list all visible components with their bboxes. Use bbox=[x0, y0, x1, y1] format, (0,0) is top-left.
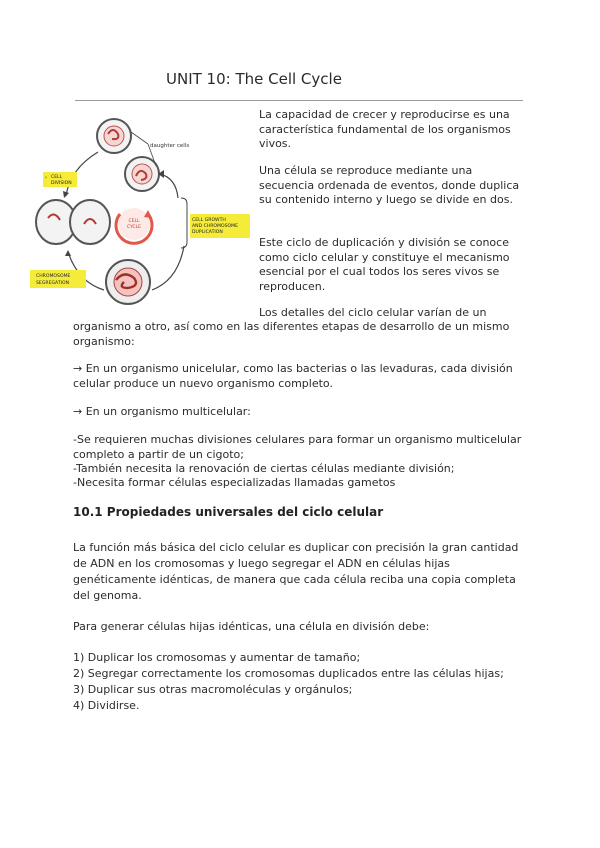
arrow-bottom-right bbox=[152, 246, 184, 290]
label-segregation-2: SEGREGATION bbox=[36, 281, 70, 286]
label-cell-division-1: CELL bbox=[51, 175, 63, 180]
multicellular-point-2: -También necesita la renovación de ciertas células mediante división; bbox=[73, 462, 455, 475]
list-item-2: 2) Segregar correctamente los cromosomas duplicados entre las células hijas; bbox=[73, 667, 504, 680]
list-item-1: 1) Duplicar los cromosomas y aumentar de tamaño; bbox=[73, 651, 361, 664]
intro-paragraph-4-start: Los detalles del ciclo celular varían de un bbox=[259, 306, 487, 319]
pointer-line-top bbox=[131, 132, 148, 144]
daughter-cell-middle bbox=[125, 157, 159, 191]
intro-paragraph-4-rest: organismo a otro, así como en las diferentes etapas de desarrollo de un mismo organismo: bbox=[73, 320, 510, 348]
cell-cycle-diagram bbox=[28, 114, 250, 310]
intro-paragraph-2: Una célula se reproduce mediante una secuencia ordenada de eventos, donde duplica su contenido interno y luego se divide en dos. bbox=[259, 164, 520, 207]
label-growth-2: AND CHROMOSOME bbox=[192, 224, 239, 229]
growing-cell bbox=[106, 260, 150, 304]
label-growth-1: CELL GROWTH bbox=[192, 218, 226, 223]
multicellular-point-3: -Necesita formar células especializadas llamadas gametos bbox=[73, 476, 396, 489]
dividing-cell bbox=[36, 200, 110, 244]
title-divider bbox=[75, 100, 523, 101]
section-heading: 10.1 Propiedades universales del ciclo celular bbox=[73, 505, 384, 519]
label-cell-division-2: DIVISION bbox=[51, 181, 72, 186]
list-item-3: 3) Duplicar sus otras macromoléculas y orgánulos; bbox=[73, 683, 353, 696]
label-growth-3: DUPLICATION bbox=[192, 230, 223, 235]
section-paragraph-2: Para generar células hijas idénticas, una célula en división debe: bbox=[73, 620, 430, 633]
label-daughter-cells: daughter cells bbox=[150, 143, 190, 149]
multicellular-heading: → En un organismo multicelular: bbox=[73, 405, 251, 418]
intro-paragraph-3: Este ciclo de duplicación y división se conoce como ciclo celular y constituye el mecanismo esencial por el cual todos los seres vivos se reproducen. bbox=[259, 236, 510, 293]
label-cycle-2: CYCLE bbox=[126, 225, 142, 230]
label-segregation-1: CHROMOSOME bbox=[36, 274, 71, 279]
list-item-4: 4) Dividirse. bbox=[73, 699, 140, 712]
multicellular-point-1: -Se requieren muchas divisiones celulares para formar un organismo multicelular completo a partir de un cigoto; bbox=[73, 433, 522, 461]
unicellular-paragraph: → En un organismo unicelular, como las bacterias o las levaduras, cada división celular produce un nuevo organismo completo. bbox=[73, 362, 513, 390]
section-paragraph-1: La función más básica del ciclo celular es duplicar con precisión la gran cantidad de ADN en los cromosomas y luego segregar el ADN en células hijas genéticamente idénticas, de manera que cada célula reciba una copia completa del genoma. bbox=[73, 541, 519, 602]
arrow-top-right bbox=[160, 174, 178, 198]
bullet-cell-division: › bbox=[45, 175, 47, 181]
label-cycle-1: CELL bbox=[128, 219, 140, 224]
page-title: UNIT 10: The Cell Cycle bbox=[166, 70, 342, 88]
intro-paragraph-1: La capacidad de crecer y reproducirse es una característica fundamental de los organismos vivos. bbox=[259, 108, 511, 151]
cell-cycle-circle bbox=[116, 208, 152, 243]
bracket-right bbox=[181, 198, 187, 248]
daughter-cell-top bbox=[97, 119, 131, 153]
